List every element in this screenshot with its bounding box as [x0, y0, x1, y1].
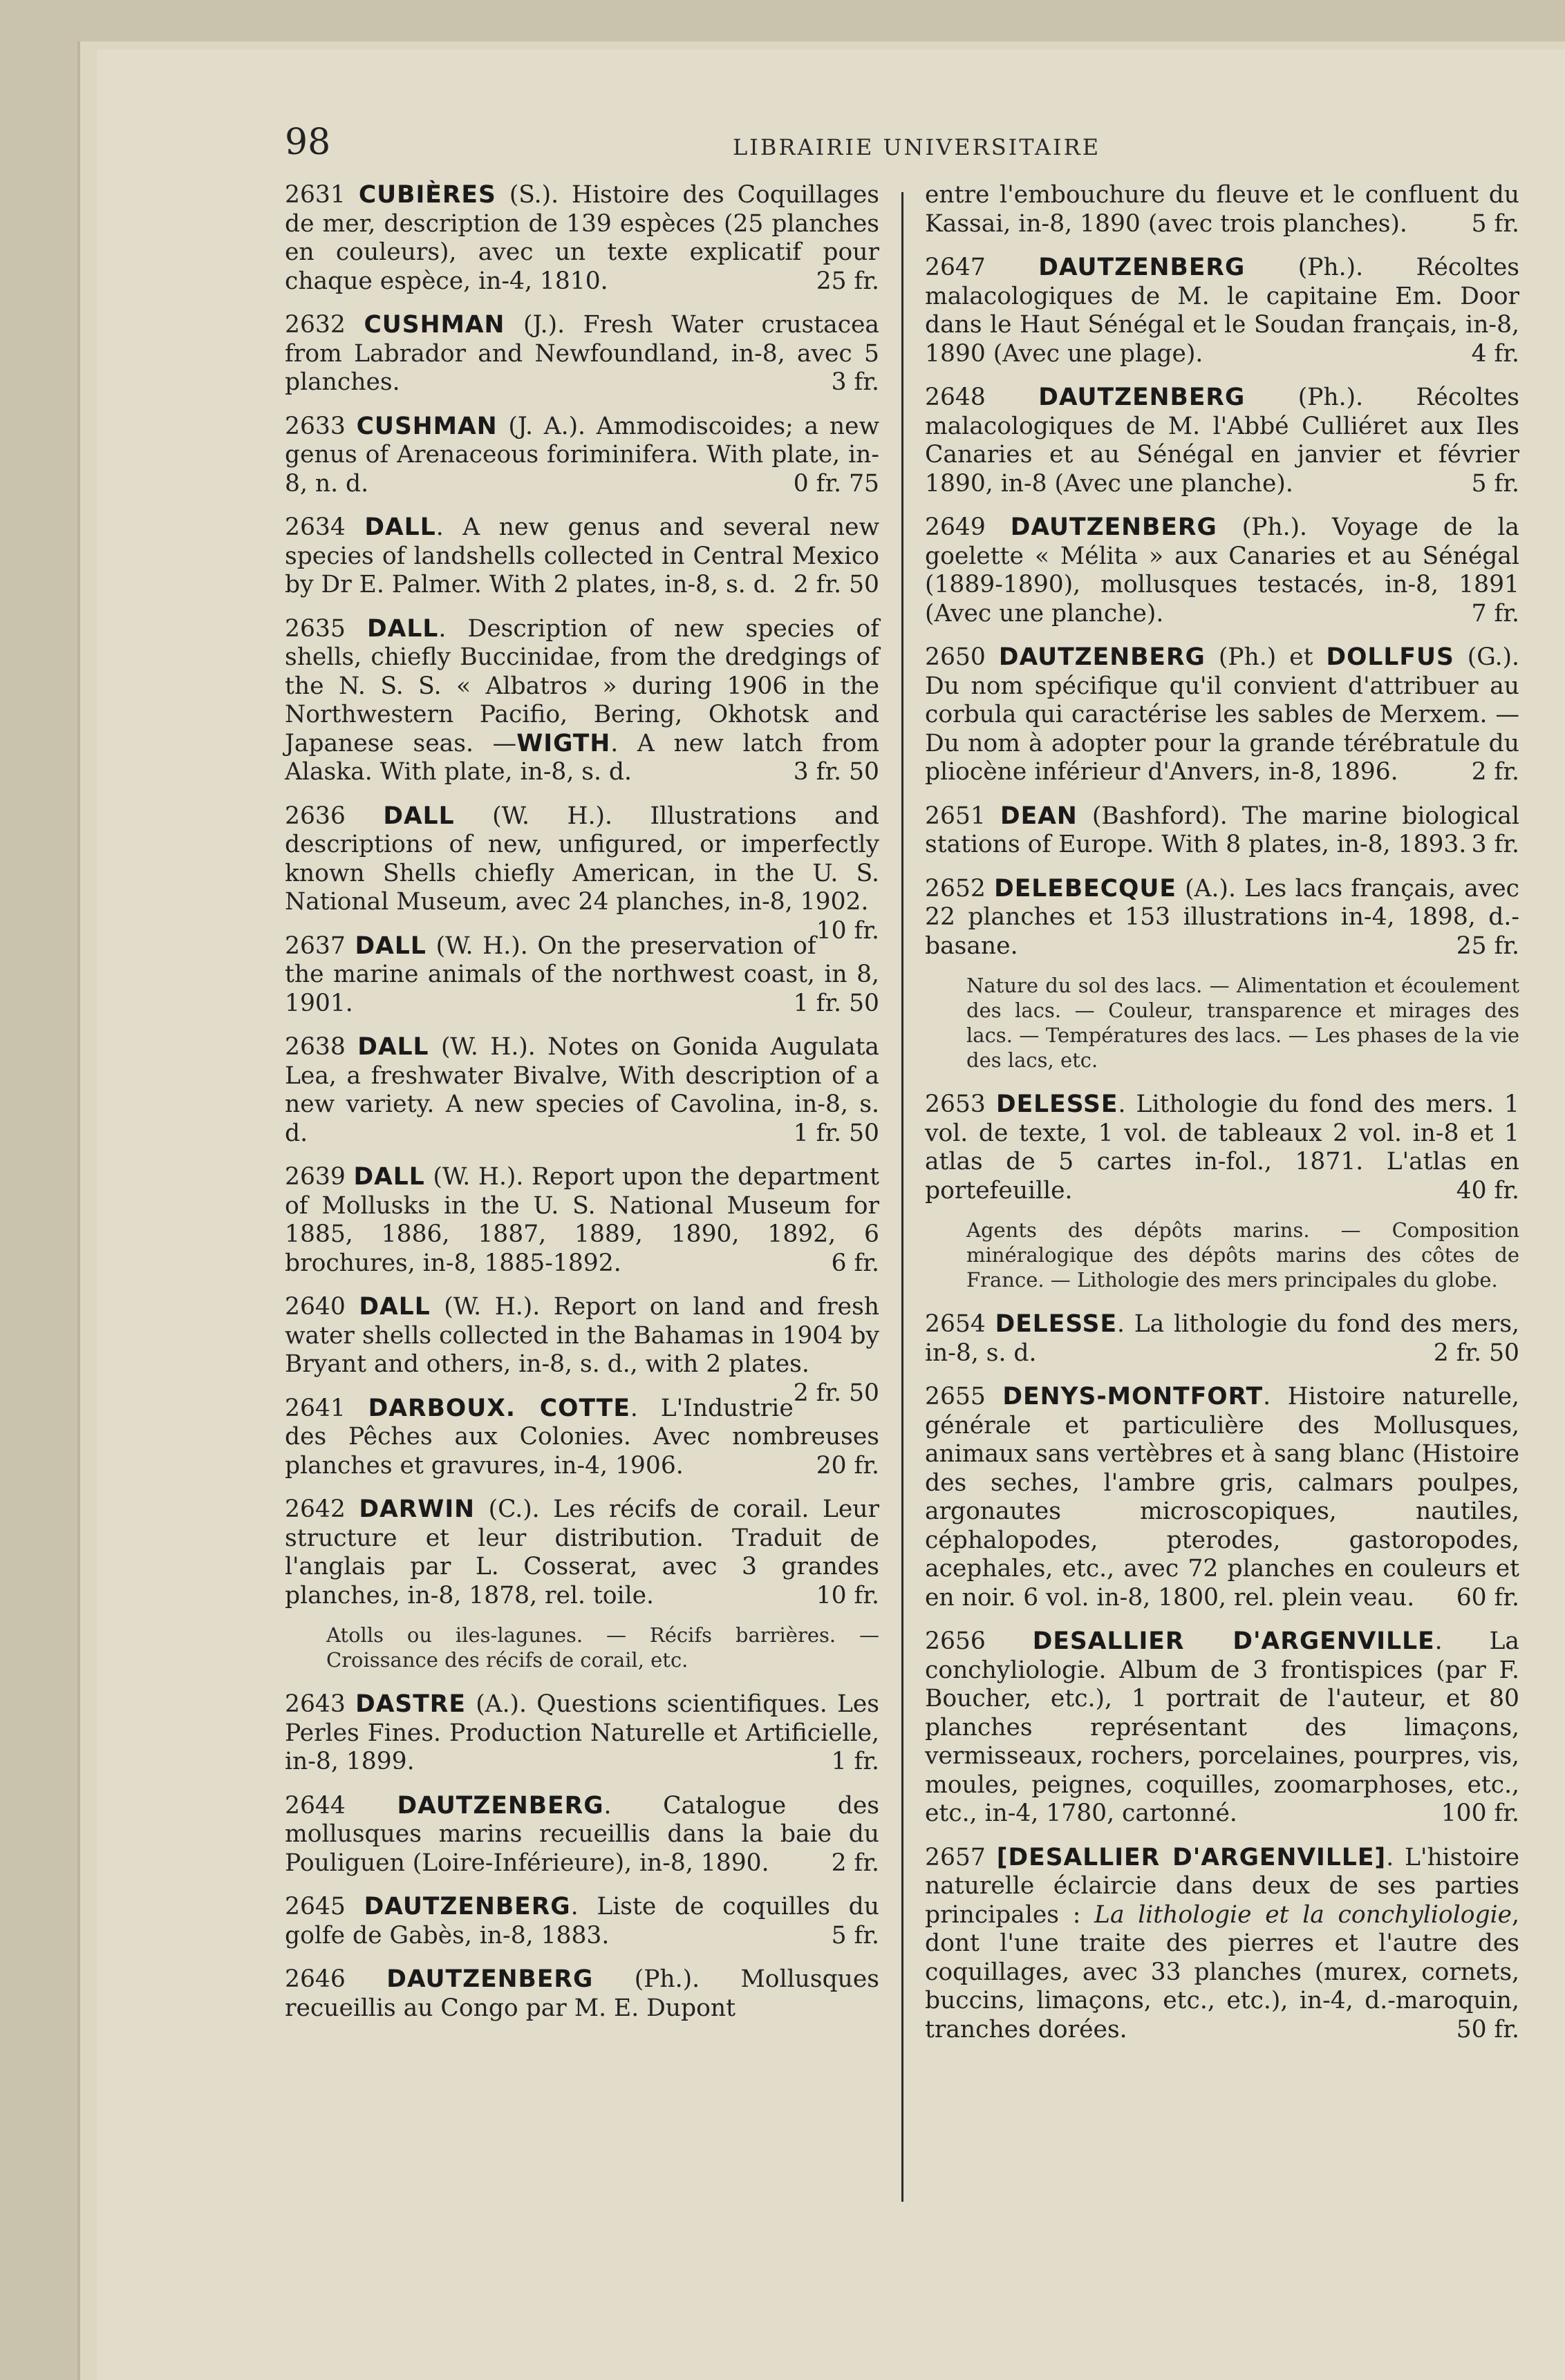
catalogue-entry	[925, 875, 1519, 961]
catalogue-entry	[925, 513, 1519, 628]
entry-author: DARWIN	[359, 1495, 476, 1523]
entry-number: 2632	[285, 311, 346, 339]
entry-text: . A new genus and several new species of landshells collected in Central Mexico by Dr E. Palmer. With 2 plates, in-8, s. d.	[285, 513, 879, 598]
entry-number: 2657	[925, 1843, 986, 1871]
entry-text: (J.). Fresh Water crustacea from Labrador and Newfoundland, in-8, avec 5 planches.	[285, 311, 879, 396]
entry-number: 2645	[285, 1893, 346, 1920]
entry-price: 2 fr.	[831, 1849, 879, 1877]
left-column	[285, 181, 879, 2038]
catalogue-entry	[285, 615, 879, 787]
entry-text: (W. H.). Illustrations and descriptions of new, unfigured, or imperfectly known Shells chiefly American, in the U. S. National Museum, avec 24 planches, in-8, 1902.	[285, 802, 880, 916]
catalogue-entry	[925, 254, 1519, 368]
entry-author: DARBOUX. COTTE	[368, 1394, 630, 1422]
entry-text: . Lithologie du fond des mers. 1 vol. de texte, 1 vol. de tableaux 2 vol. in-8 et 1 atlas de 5 cartes in-fol., 1871. L'atlas en portefeuille.	[925, 1090, 1519, 1205]
entry-author: [DESALLIER D'ARGENVILLE]	[996, 1843, 1387, 1871]
entry-text: . Histoire naturelle, générale et particulière des Mollusques, animaux sans vertèbres et à sang blanc (Histoire des seches, l'ambre gris, calmars poulpes, argonautes microscopiques, nautiles, céphalopodes, pterodes, gastoropodes, acephales, etc., avec 72 planches en couleurs et en noir. 6 vol. in-8, 1800, rel. plein veau.	[925, 1383, 1519, 1612]
catalogue-entry	[925, 802, 1519, 860]
entry-number: 2636	[285, 802, 346, 830]
entry-number: 2648	[925, 384, 986, 411]
entry-price: 4 fr.	[1471, 339, 1519, 368]
entry-number: 2656	[925, 1627, 986, 1655]
entry-price: 3 fr. 50	[793, 758, 879, 786]
entry-text: . Description of new species of shells, chiefly Buccinidae, from the dredgings of the N. S. S. « Albatros » during 1906 in the Northwestern Pacifio, Bering, Okhotsk and Japanese seas. —	[285, 614, 879, 757]
entry-price: 2 fr. 50	[793, 1379, 879, 1407]
catalogue-entry	[925, 1383, 1519, 1612]
catalogue-entry	[285, 1293, 880, 1407]
catalogue-entry	[285, 1893, 879, 1950]
entry-coauthor: DOLLFUS	[1326, 643, 1454, 671]
entry-author: DENYS-MONTFORT	[1002, 1383, 1264, 1410]
entry-text-end: , dont l'une traite des pierres et l'autre des coquillages, avec 33 planches (murex, cornets, buccins, limaçons, etc., etc.), in-4, d.-maroquin, tranches dorées.	[925, 1900, 1519, 2043]
entry-author: DAUTZENBERG	[386, 1965, 594, 1993]
entry-price: 5 fr.	[1471, 469, 1519, 498]
entry-text: (Ph.). Voyage de la goelette « Mélita » aux Canaries et au Sénégal (1889-1890), mollusques testacés, in-8, 1891 (Avec une planche).	[925, 513, 1519, 627]
entry-text-cont: (G.). Du nom spécifique qu'il convient d'attribuer au corbula qui caractérise les sables de Merxem. — Du nom à adopter pour la grande térébratule du pliocène inférieur d'Anvers, in-8, 1896.	[925, 643, 1519, 786]
catalogue-entry	[285, 1163, 879, 1278]
entry-author: CUSHMAN	[356, 412, 498, 440]
entry-author: DAUTZENBERG	[397, 1791, 604, 1820]
entry-price: 25 fr.	[816, 267, 879, 295]
entry-price: 2 fr. 50	[793, 571, 879, 598]
entry-number: 2631	[285, 181, 346, 209]
catalogue-entry	[925, 384, 1519, 498]
entry-coauthor: WIGTH	[516, 729, 611, 757]
entry-number: 2655	[925, 1383, 986, 1410]
entry-text: . La lithologie du fond des mers, in-8, s. d.	[925, 1310, 1519, 1367]
entry-text: (C.). Les récifs de corail. Leur structure et leur distribution. Traduit de l'anglais par L. Cosserat, avec 3 grandes planches, in-8, 1878, rel. toile.	[285, 1495, 879, 1609]
column-divider	[901, 192, 903, 2202]
entry-text: (W. H.). Report on land and fresh water shells collected in the Bahamas in 1904 by Bryant and others, in-8, s. d., with 2 plates.	[285, 1293, 880, 1378]
entry-number: 2642	[285, 1495, 346, 1523]
entry-text: (Ph.). Récoltes malacologiques de M. le capitaine Em. Door dans le Haut Sénégal et le Soudan français, in-8, 1890 (Avec une plage).	[925, 254, 1519, 368]
entry-number: 2646	[285, 1965, 346, 1993]
entry-text: . L'Industrie des Pêches aux Colonies. Avec nombreuses planches et gravures, in-4, 1906.	[285, 1394, 879, 1480]
entry-price: 3 fr.	[1471, 831, 1519, 858]
entry-number: 2652	[925, 874, 986, 903]
entry-number: 2643	[285, 1690, 346, 1718]
entry-number: 2654	[925, 1310, 986, 1338]
entry-author: DALL	[355, 932, 427, 960]
entry-text: (W. H.). Notes on Gonida Augulata Lea, a freshwater Bivalve, With description of a new variety. A new species of Cavolina, in-8, s. d.	[285, 1033, 880, 1147]
entry-text: (Ph.). Mollusques recueillis au Congo par M. E. Dupont	[285, 1965, 879, 2022]
entry-author: DESALLIER D'ARGENVILLE	[1032, 1627, 1435, 1655]
page-number: 98	[285, 122, 331, 163]
entry-price: 1 fr. 50	[793, 1119, 879, 1147]
entry-price: 40 fr.	[1456, 1176, 1519, 1205]
entry-author: DEAN	[1000, 802, 1078, 830]
entry-contents-note: Agents des dépôts marins. — Composition minéralogique des dépôts marins des côtes de France. — Lithologie des mers principales du globe.	[966, 1218, 1519, 1292]
entry-author: DALL	[357, 1033, 429, 1061]
entry-price: 6 fr.	[831, 1249, 879, 1277]
entry-text: entre l'embouchure du fleuve et le confluent du Kassai, in-8, 1890 (avec trois planches).	[925, 181, 1519, 238]
entry-text: (W. H.). On the preservation of the marine animals of the northwest coast, in 8, 1901.	[285, 932, 879, 1017]
catalogue-entry	[925, 1090, 1519, 1205]
right-column	[925, 181, 1519, 2059]
entry-number: 2647	[925, 254, 986, 281]
entry-number: 2638	[285, 1033, 346, 1061]
catalogue-entry	[285, 1792, 879, 1878]
catalogue-entry	[285, 181, 879, 296]
entry-price: 1 fr.	[831, 1748, 879, 1775]
entry-author: DAUTZENBERG	[1010, 513, 1217, 541]
entry-price: 60 fr.	[1456, 1583, 1519, 1612]
catalogue-entry	[925, 1310, 1519, 1368]
entry-price: 1 fr. 50	[793, 989, 879, 1017]
entry-number: 2651	[925, 802, 986, 830]
entry-text: (Ph.) et	[1205, 643, 1327, 671]
entry-price: 5 fr.	[1471, 209, 1519, 238]
entry-price: 0 fr. 75	[793, 469, 879, 498]
entry-text: . L'histoire naturelle éclaircie dans deux de ses parties principales :	[925, 1843, 1519, 1929]
entry-price: 3 fr.	[831, 368, 879, 396]
entry-author: DELESSE	[995, 1310, 1118, 1338]
entry-text: . Catalogue des mollusques marins recueillis dans la baie du Pouliguen (Loire-Inférieure), in-8, 1890.	[285, 1791, 879, 1877]
catalogue-entry	[925, 643, 1519, 787]
catalogue-entry	[285, 1965, 879, 2023]
entry-text: . Liste de coquilles du golfe de Gabès, in-8, 1883.	[285, 1893, 879, 1949]
catalogue-entry	[285, 413, 879, 499]
entry-number: 2644	[285, 1791, 346, 1820]
entry-number: 2650	[925, 643, 986, 671]
entry-price: 2 fr. 50	[1433, 1339, 1519, 1367]
entry-author: DALL	[383, 802, 455, 830]
entry-number: 2653	[925, 1090, 986, 1118]
entry-price: 20 fr.	[816, 1451, 879, 1480]
entry-number: 2637	[285, 932, 346, 960]
entry-contents-note: Atolls ou iles-lagunes. — Récifs barrières. — Croissance des récifs de corail, etc.	[326, 1623, 879, 1672]
entry-number: 2633	[285, 412, 346, 440]
catalogue-entry	[925, 1844, 1519, 2045]
catalogue-entry	[285, 311, 879, 397]
entry-text: (J. A.). Ammodiscoides; a new genus of Arenaceous foriminifera. With plate, in-8, n. d.	[285, 412, 880, 498]
entry-author: DALL	[353, 1163, 425, 1191]
entry-text-cont: . A new latch from Alaska. With plate, in-8, s. d.	[285, 729, 880, 786]
entry-text: (S.). Histoire des Coquillages de mer, description de 139 espèces (25 planches en couleurs), avec un texte explicatif pour chaque espèce, in-4, 1810.	[285, 181, 879, 295]
continued-entry	[925, 181, 1519, 238]
entry-number: 2634	[285, 513, 346, 541]
catalogue-entry	[285, 932, 879, 1019]
entry-price: 25 fr.	[1456, 932, 1519, 960]
entry-author: DAUTZENBERG	[1038, 254, 1246, 281]
entry-price: 7 fr.	[1471, 599, 1519, 627]
entry-author: DALL	[364, 513, 436, 541]
entry-author: CUBIÈRES	[358, 181, 496, 209]
entry-price: 10 fr.	[816, 916, 879, 945]
catalogue-entry	[285, 802, 880, 945]
entry-author: DAUTZENBERG	[998, 643, 1206, 671]
catalogue-entry	[285, 513, 879, 600]
entry-number: 2639	[285, 1163, 346, 1191]
running-head: LIBRAIRIE UNIVERSITAIRE	[733, 134, 1101, 160]
entry-text: (W. H.). Report upon the department of Mollusks in the U. S. National Museum for 1885, 1886, 1887, 1889, 1890, 1892, 6 brochures, in-8, 1885-1892.	[285, 1163, 880, 1277]
entry-number: 2640	[285, 1293, 346, 1321]
catalogue-entry	[285, 1395, 879, 1481]
entry-text: (A.). Questions scientifiques. Les Perles Fines. Production Naturelle et Artificielle, in-8, 1899.	[285, 1690, 879, 1775]
entry-text: (A.). Les lacs français, avec 22 planches et 153 illustrations in-4, 1898, d.-basane.	[925, 874, 1519, 960]
entry-number: 2649	[925, 513, 986, 541]
entry-number: 2635	[285, 614, 346, 643]
entry-author: DELESSE	[995, 1090, 1118, 1118]
entry-price: 5 fr.	[831, 1921, 879, 1949]
entry-author: DASTRE	[355, 1690, 466, 1718]
entry-author: DELEBECQUE	[994, 874, 1177, 903]
entry-number: 2641	[285, 1394, 346, 1422]
entry-author: DALL	[359, 1293, 431, 1321]
entry-price: 50 fr.	[1456, 2015, 1519, 2043]
entry-author: DAUTZENBERG	[364, 1893, 571, 1920]
entry-price: 100 fr.	[1441, 1800, 1519, 1827]
catalogue-entry	[285, 1690, 879, 1777]
entry-author: DAUTZENBERG	[1038, 384, 1246, 411]
entry-text: (Bashford). The marine biological stations of Europe. With 8 plates, in-8, 1893.	[925, 802, 1520, 858]
entry-author: DALL	[367, 614, 439, 643]
catalogue-entry	[925, 1627, 1519, 1829]
catalogue-entry	[285, 1033, 879, 1148]
entry-text: . La conchyliologie. Album de 3 frontispices (par F. Boucher, etc.), 1 portrait de l'auteur, et 80 planches représentant des limaçons, vermisseaux, rochers, porcelaines, pourpres, vis, moules, peignes, coquilles, zoomarphoses, etc., etc., in-4, 1780, cartonné.	[925, 1627, 1520, 1827]
entry-price: 2 fr.	[1471, 758, 1519, 786]
catalogue-entry	[285, 1495, 879, 1610]
entry-contents-note: Nature du sol des lacs. — Alimentation et écoulement des lacs. — Couleur, transparence et mirages des lacs. — Températures des lacs. — Les phases de la vie des lacs, etc.	[966, 974, 1519, 1072]
entry-price: 10 fr.	[816, 1581, 879, 1609]
entry-title-italic: La lithologie et la conchyliologie	[1094, 1900, 1512, 1929]
entry-text: (Ph.). Récoltes malacologiques de M. l'Abbé Culliéret aux Iles Canaries et au Sénégal en janvier et février 1890, in-8 (Avec une planche).	[925, 384, 1519, 498]
entry-author: CUSHMAN	[364, 311, 505, 339]
